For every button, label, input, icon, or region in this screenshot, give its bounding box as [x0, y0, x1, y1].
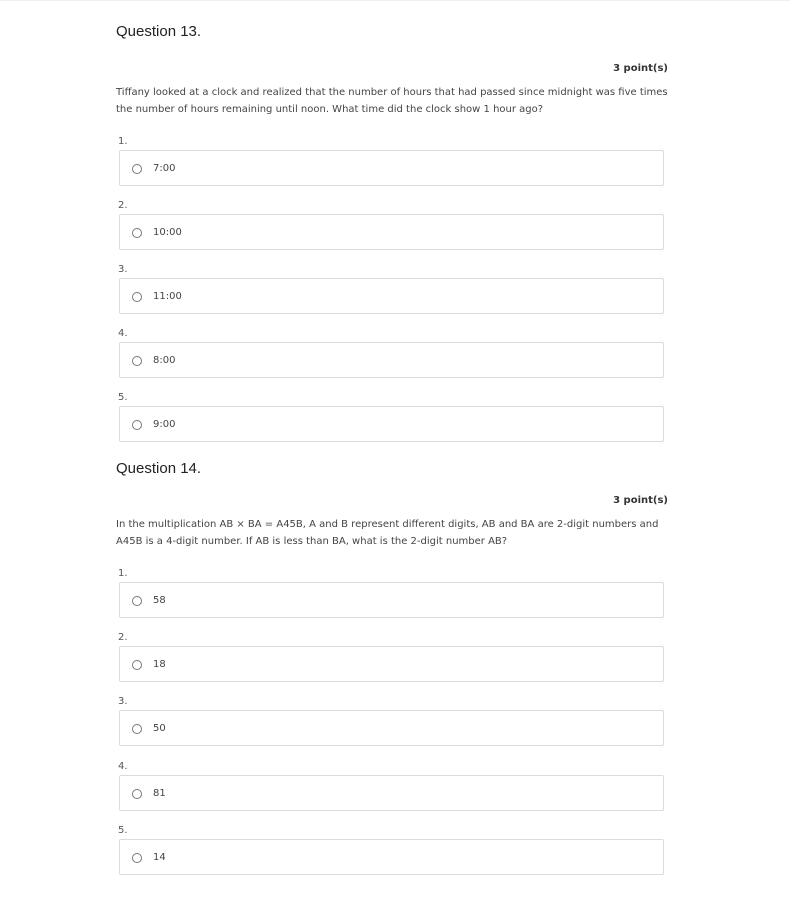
- question-title: Question 14.: [116, 460, 202, 477]
- radio-button[interactable]: [132, 228, 142, 238]
- option-4[interactable]: [119, 775, 664, 811]
- option-label: 14: [153, 852, 166, 863]
- option-3[interactable]: [119, 710, 664, 746]
- question-points: 3 point(s): [613, 495, 668, 506]
- option-number: 5.: [118, 825, 128, 836]
- option-number: 2.: [118, 632, 128, 643]
- option-label: 9:00: [153, 419, 176, 430]
- option-3[interactable]: [119, 278, 664, 314]
- radio-button[interactable]: [132, 356, 142, 366]
- radio-button[interactable]: [132, 596, 142, 606]
- option-number: 5.: [118, 392, 128, 403]
- option-5[interactable]: [119, 406, 664, 442]
- option-1[interactable]: [119, 582, 664, 618]
- radio-button[interactable]: [132, 789, 142, 799]
- option-number: 4.: [118, 328, 128, 339]
- option-number: 3.: [118, 696, 128, 707]
- option-number: 1.: [118, 568, 128, 579]
- option-label: 18: [153, 659, 166, 670]
- option-number: 4.: [118, 761, 128, 772]
- option-number: 3.: [118, 264, 128, 275]
- option-number: 2.: [118, 200, 128, 211]
- question-title: Question 13.: [116, 23, 202, 40]
- option-number: 1.: [118, 136, 128, 147]
- radio-button[interactable]: [132, 660, 142, 670]
- radio-button[interactable]: [132, 853, 142, 863]
- option-label: 58: [153, 595, 166, 606]
- question-text: In the multiplication AB × BA = A45B, A and B represent different digits, AB and BA are 2-digit numbers and A45B is a 4-digit number. If AB is less than BA, what is the 2-digit number AB?: [116, 519, 659, 547]
- top-divider: [0, 0, 790, 1]
- option-label: 81: [153, 788, 166, 799]
- option-1[interactable]: [119, 150, 664, 186]
- radio-button[interactable]: [132, 724, 142, 734]
- option-label: 8:00: [153, 355, 176, 366]
- option-2[interactable]: [119, 214, 664, 250]
- question-points: 3 point(s): [613, 63, 668, 74]
- question-text: Tiffany looked at a clock and realized that the number of hours that had passed since midnight was five times the number of hours remaining until noon. What time did the clock show 1 hour ago?: [116, 87, 668, 115]
- option-label: 10:00: [153, 227, 182, 238]
- radio-button[interactable]: [132, 420, 142, 430]
- option-5[interactable]: [119, 839, 664, 875]
- option-4[interactable]: [119, 342, 664, 378]
- option-label: 7:00: [153, 163, 176, 174]
- radio-button[interactable]: [132, 164, 142, 174]
- radio-button[interactable]: [132, 292, 142, 302]
- option-2[interactable]: [119, 646, 664, 682]
- option-label: 11:00: [153, 291, 182, 302]
- option-label: 50: [153, 723, 166, 734]
